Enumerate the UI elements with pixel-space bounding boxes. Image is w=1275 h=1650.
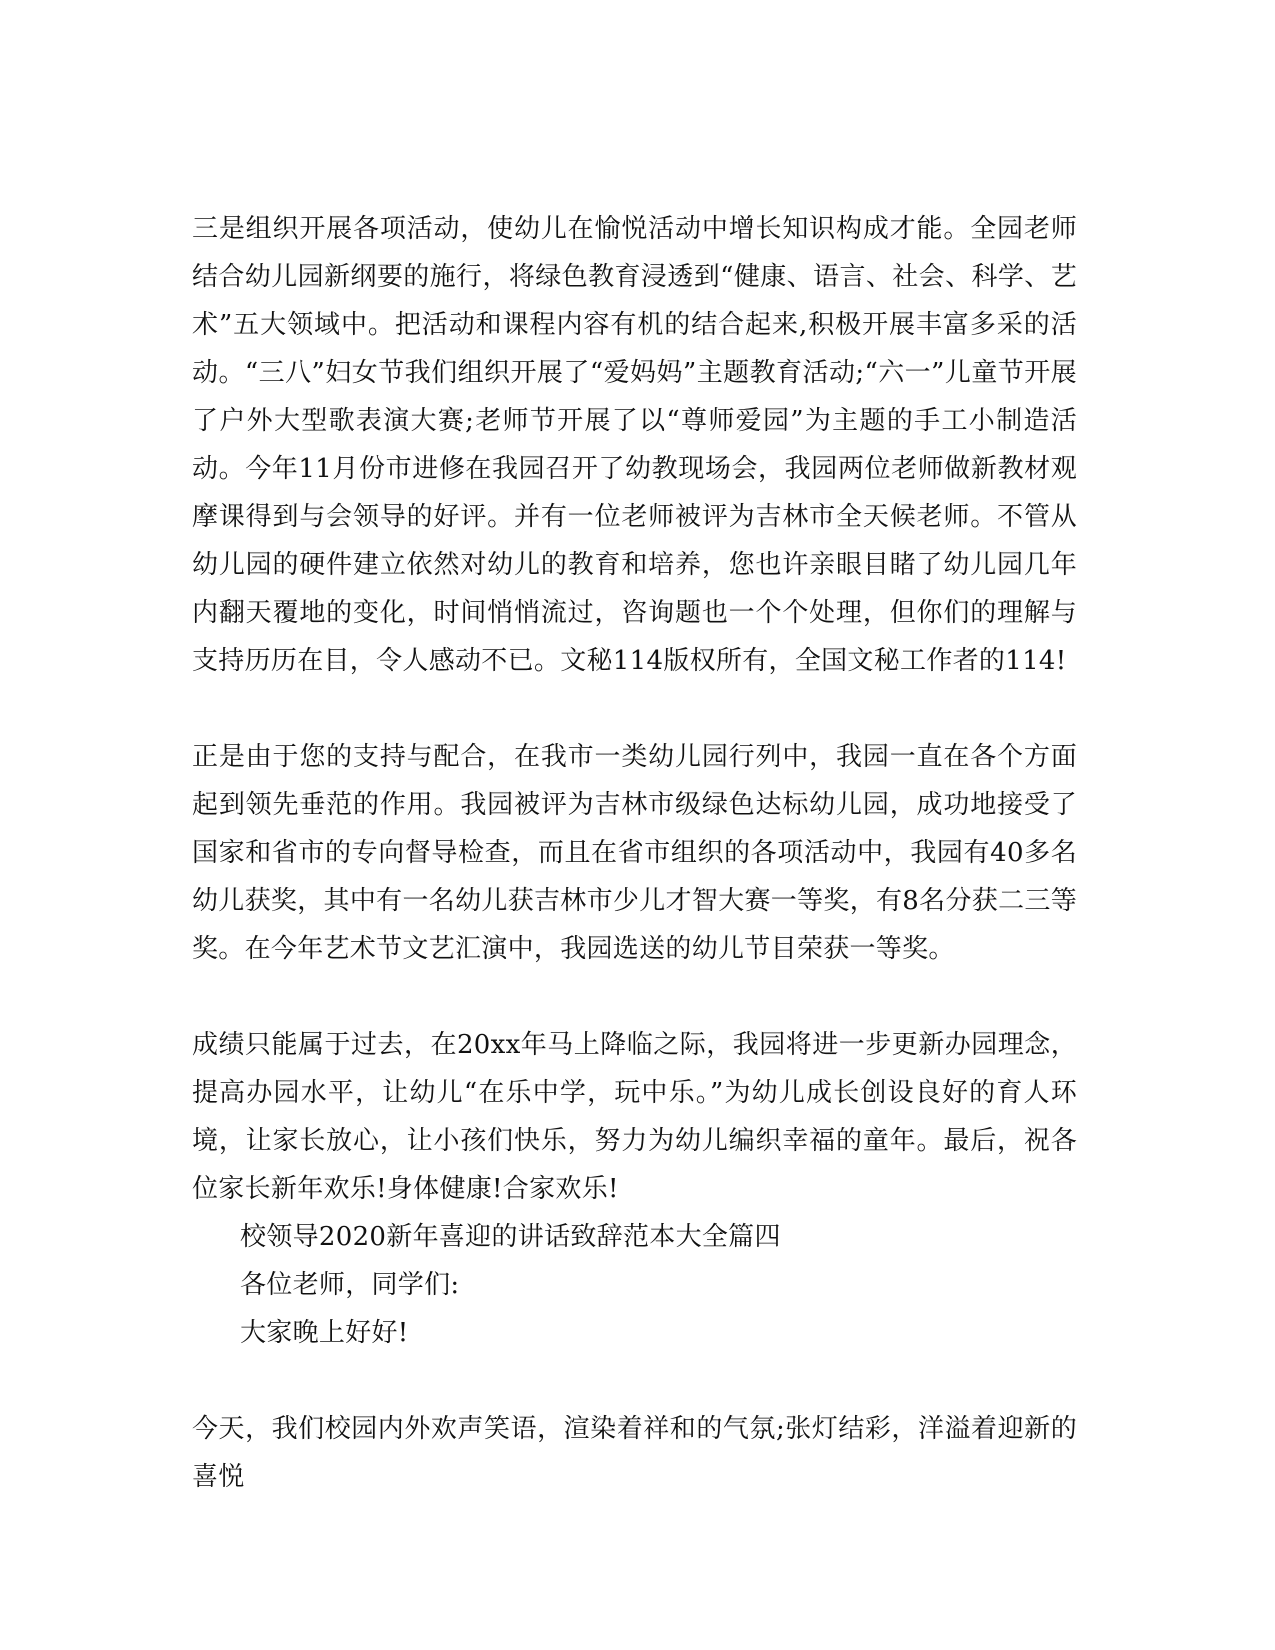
section-title: 校领导2020新年喜迎的讲话致辞范本大全篇四 [240, 1222, 781, 1252]
paragraph-support: 正是由于您的支持与配合，在我市一类幼儿园行列中，我园一直在各个方面起到领先垂范的作用。我园被评为吉林市级绿色达标幼儿园，成功地接受了国家和省市的专向督导检查，而且在省市组织的各项活动中，我园有40多名幼儿获奖，其中有一名幼儿获吉林市少儿才智大赛一等奖，有8名分获二三等奖。在今年艺术节文艺汇演中，我园选送的幼儿节目荣获一等奖。 [192, 742, 1077, 964]
paragraph-today: 今天，我们校园内外欢声笑语，渲染着祥和的气氛;张灯结彩，洋溢着迎新的喜悦 [192, 1414, 1077, 1492]
paragraph-achievements: 成绩只能属于过去，在20xx年马上降临之际，我园将进一步更新办园理念，提高办园水平，让幼儿“在乐中学，玩中乐。”为幼儿成长创设良好的育人环境，让家长放心，让小孩们快乐，努力为幼儿编织幸福的童年。最后，祝各位家长新年欢乐!身体健康!合家欢乐! [192, 1030, 1077, 1204]
document-body [192, 205, 1077, 1501]
paragraph-activities: 三是组织开展各项活动，使幼儿在愉悦活动中增长知识构成才能。全园老师结合幼儿园新纲要的施行，将绿色教育浸透到“健康、语言、社会、科学、艺术”五大领域中。把活动和课程内容有机的结合起来,积极开展丰富多采的活动。“三八”妇女节我们组织开展了“爱妈妈”主题教育活动;“六一”儿童节开展了户外大型歌表演大赛;老师节开展了以“尊师爱园”为主题的手工小制造活动。今年11月份市进修在我园召开了幼教现场会，我园两位老师做新教材观摩课得到与会领导的好评。并有一位老师被评为吉林市全天候老师。不管从幼儿园的硬件建立依然对幼儿的教育和培养，您也许亲眼目睹了幼儿园几年内翻天覆地的变化，时间悄悄流过，咨询题也一个个处理，但你们的理解与支持历历在目，令人感动不已。文秘114版权所有，全国文秘工作者的114! [192, 214, 1077, 676]
greeting: 大家晚上好好! [240, 1318, 409, 1348]
salutation: 各位老师，同学们: [240, 1270, 460, 1300]
